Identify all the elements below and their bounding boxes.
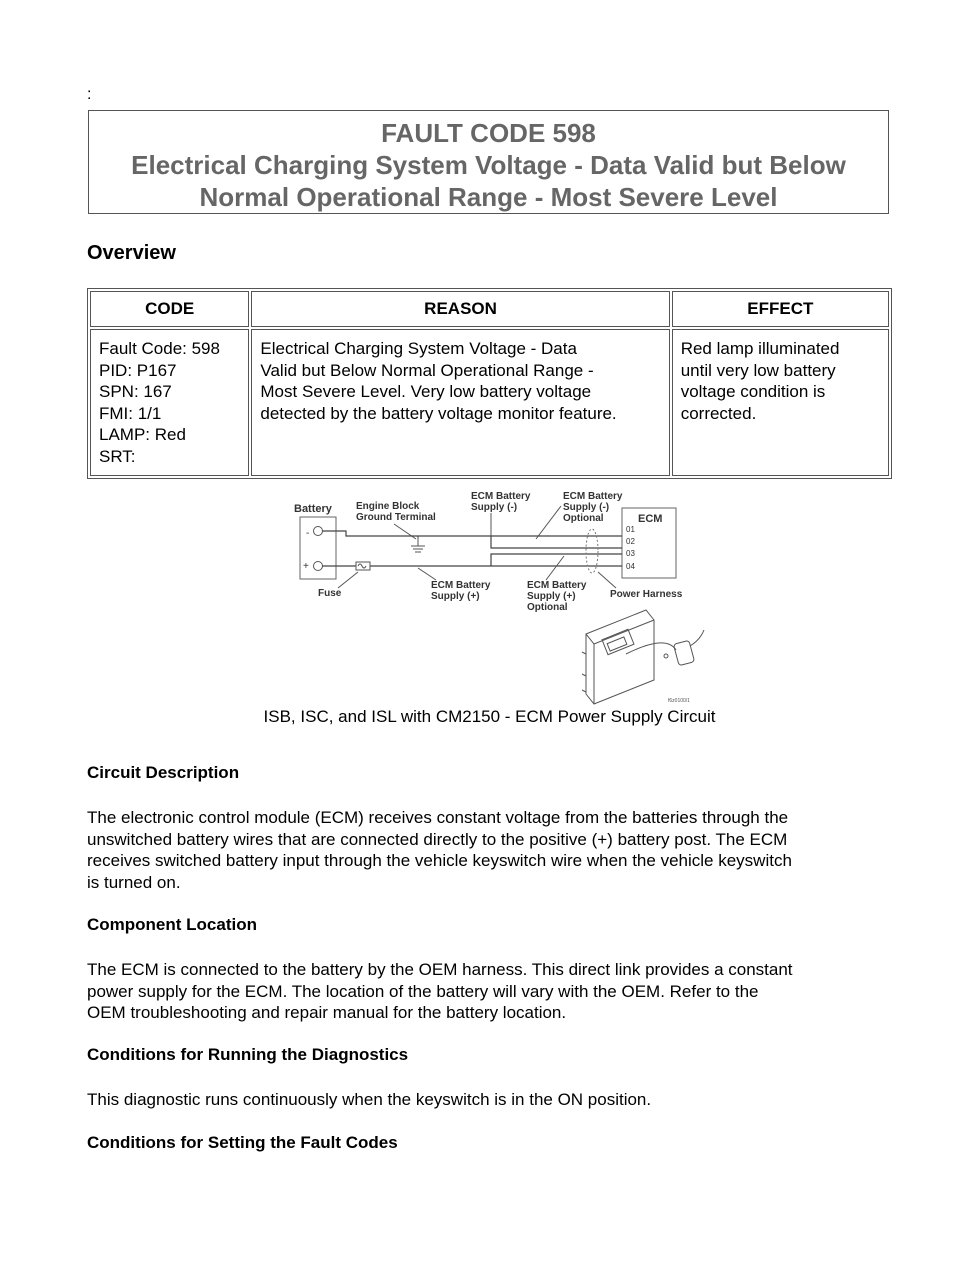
text-line: unswitched battery wires that are connected directly to the positive (+) battery post. The ECM [87, 829, 788, 849]
text-line: power supply for the ECM. The location of the battery will vary with the OEM. Refer to the [87, 981, 759, 1001]
running-diagnostics-heading: Conditions for Running the Diagnostics [87, 1045, 409, 1064]
ecm-supply-neg-opt-label-2: Supply (-) [563, 502, 610, 513]
code-line: LAMP: Red [99, 425, 186, 444]
ecm-module-illustration [582, 610, 704, 704]
reason-cell [251, 329, 669, 476]
battery-negative-post-icon [314, 527, 323, 536]
effect-line: Red lamp illuminated [680, 339, 840, 358]
fault-code-title: FAULT CODE 598 [381, 118, 596, 148]
leading-colon: : [87, 86, 92, 103]
text-line: OEM troubleshooting and repair manual for the battery location. [87, 1003, 567, 1023]
battery-plus-label: + [303, 561, 309, 572]
power-harness-label: Power Harness [610, 589, 683, 600]
circuit-description-heading: Circuit Description [87, 763, 240, 782]
table-header-row [90, 291, 889, 327]
ecm-pin-label: 02 [626, 537, 635, 546]
code-header: CODE [90, 291, 249, 327]
ecm-pin-label: 03 [626, 549, 635, 558]
negative-optional-wire [491, 536, 622, 548]
fault-code-title-box [88, 110, 889, 214]
reason-line: Electrical Charging System Voltage - Data [260, 339, 577, 358]
component-location-heading: Component Location [87, 915, 257, 934]
negative-wire [322, 531, 622, 536]
engine-block-leader [394, 524, 416, 539]
diagram-caption: ISB, ISC, and ISL with CM2150 - ECM Power Supply Circuit [263, 707, 716, 726]
effect-line: voltage condition is [680, 382, 826, 401]
code-line: PID: P167 [99, 360, 177, 380]
code-line: FMI: 1/1 [99, 403, 162, 423]
battery-label: Battery [294, 503, 332, 515]
circuit-description-text [87, 807, 897, 893]
ecm-supply-neg-label-2: Supply (-) [471, 502, 518, 513]
ecm-supply-pos-label-1: ECM Battery [431, 580, 491, 591]
effect-header: EFFECT [672, 291, 889, 327]
ecm-power-supply-diagram [286, 484, 706, 708]
figure-id: f6z0100/1 [668, 698, 690, 704]
code-line: SPN: 167 [99, 382, 172, 401]
ecm-supply-neg-opt-label-3: Optional [563, 513, 604, 524]
fuse-label: Fuse [318, 588, 342, 599]
ecm-supply-pos-opt-label-3: Optional [527, 602, 568, 613]
ecm-supply-pos-label-2: Supply (+) [431, 591, 480, 602]
effect-cell [672, 329, 889, 476]
fault-code-subtitle-line-1: Electrical Charging System Voltage - Data Valid but Below [131, 150, 846, 180]
table-row [90, 329, 889, 476]
code-line: Fault Code: 598 [99, 339, 220, 358]
ecm-pin-label: 04 [626, 562, 635, 571]
effect-line: corrected. [680, 403, 757, 423]
reason-line: detected by the battery voltage monitor feature. [260, 403, 617, 423]
text-line: receives switched battery input through the vehicle keyswitch wire when the vehicle keyswitch [87, 851, 792, 871]
ecm-supply-neg-opt-label-1: ECM Battery [563, 491, 623, 502]
running-diagnostics-text: This diagnostic runs continuously when the keyswitch is in the ON position. [87, 1090, 652, 1109]
reason-line: Valid but Below Normal Operational Range - [260, 360, 594, 380]
overview-heading: Overview [87, 242, 176, 264]
positive-optional-wire [491, 554, 622, 566]
effect-line: until very low battery [680, 360, 836, 380]
engine-block-label-2: Ground Terminal [356, 512, 436, 523]
fault-code-table [87, 288, 892, 479]
fault-code-subtitle-line-2: Normal Operational Range - Most Severe Level [199, 182, 778, 212]
ecm-supply-pos-opt-label-1: ECM Battery [527, 580, 587, 591]
ecm-pin-label: 01 [626, 525, 635, 534]
text-line: is turned on. [87, 872, 181, 892]
text-line: The ECM is connected to the battery by the OEM harness. This direct link provides a constant [87, 960, 793, 979]
component-location-text [87, 959, 897, 1024]
ecm-supply-pos-opt-label-2: Supply (+) [527, 591, 576, 602]
battery-positive-post-icon [314, 562, 323, 571]
text-line: The electronic control module (ECM) receives constant voltage from the batteries through the [87, 808, 789, 827]
setting-fault-codes-heading: Conditions for Setting the Fault Codes [87, 1133, 398, 1152]
ecm-label: ECM [638, 513, 663, 525]
reason-line: Most Severe Level. Very low battery voltage [260, 382, 592, 401]
code-cell [90, 329, 249, 476]
ecm-supply-neg-label-1: ECM Battery [471, 491, 531, 502]
engine-block-label-1: Engine Block [356, 501, 420, 512]
reason-header: REASON [251, 291, 669, 327]
battery-minus-label: - [306, 528, 310, 539]
code-line: SRT: [99, 446, 136, 466]
